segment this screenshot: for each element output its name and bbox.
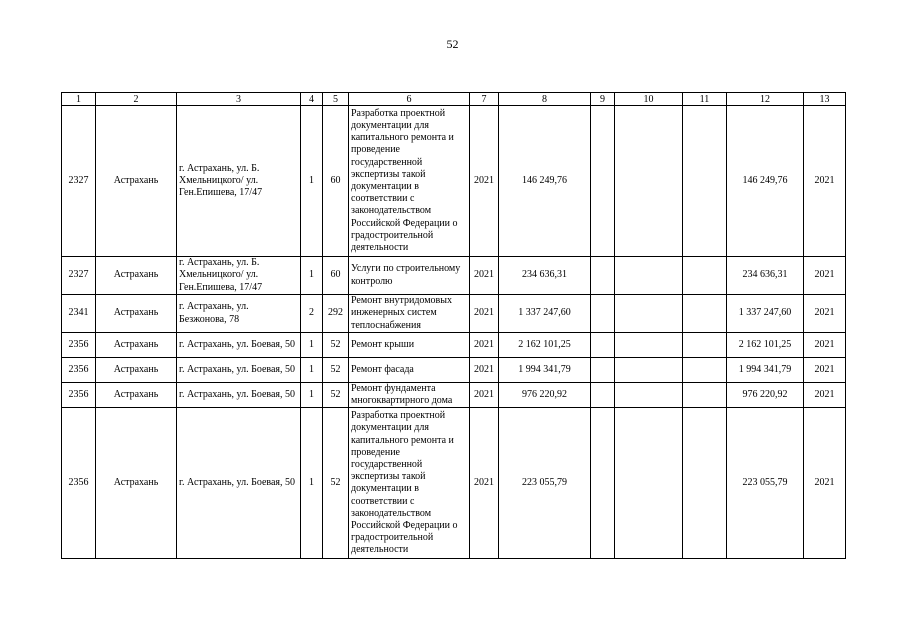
col5-cell: 60: [323, 257, 349, 295]
col5-cell: 52: [323, 333, 349, 358]
address-cell: г. Астрахань, ул. Боевая, 50: [177, 408, 301, 559]
cost-cell: 2 162 101,25: [499, 333, 591, 358]
work-type-cell: Разработка проектной документации для капитального ремонта и проведение государственной экспертизы такой документации в соответствии с законодательством Российской Федерации о градостроительной деятельности: [349, 106, 470, 257]
work-type-cell: Ремонт крыши: [349, 333, 470, 358]
column-header: 1: [62, 93, 96, 106]
column-header: 11: [683, 93, 727, 106]
address-cell: г. Астрахань, ул. Б. Хмельницкого/ ул. Ген.Епишева, 17/47: [177, 257, 301, 295]
col9-cell: [591, 408, 615, 559]
col11-cell: [683, 408, 727, 559]
col5-cell: 292: [323, 295, 349, 333]
col4-cell: 1: [301, 408, 323, 559]
house-id-cell: 2356: [62, 333, 96, 358]
total-cell: 1 337 247,60: [727, 295, 804, 333]
address-cell: г. Астрахань, ул. Боевая, 50: [177, 358, 301, 383]
table-row: [62, 295, 846, 333]
year-cell: 2021: [470, 333, 499, 358]
work-type-cell: Ремонт фасада: [349, 358, 470, 383]
column-header: 5: [323, 93, 349, 106]
column-header: 3: [177, 93, 301, 106]
column-header: 4: [301, 93, 323, 106]
work-type-cell: Разработка проектной документации для капитального ремонта и проведение государственной экспертизы такой документации в соответствии с законодательством Российской Федерации о градостроительной деятельности: [349, 408, 470, 559]
table-row: [62, 408, 846, 559]
col4-cell: 2: [301, 295, 323, 333]
cost-cell: 1 337 247,60: [499, 295, 591, 333]
year-cell: 2021: [470, 408, 499, 559]
year-end-cell: 2021: [804, 408, 846, 559]
total-cell: 1 994 341,79: [727, 358, 804, 383]
column-header: 8: [499, 93, 591, 106]
address-cell: г. Астрахань, ул. Б. Хмельницкого/ ул. Ген.Епишева, 17/47: [177, 106, 301, 257]
municipality-cell: Астрахань: [96, 408, 177, 559]
column-header: 7: [470, 93, 499, 106]
column-header: 6: [349, 93, 470, 106]
table-row: [62, 257, 846, 295]
total-cell: 2 162 101,25: [727, 333, 804, 358]
col9-cell: [591, 295, 615, 333]
col4-cell: 1: [301, 106, 323, 257]
cost-cell: 146 249,76: [499, 106, 591, 257]
col11-cell: [683, 333, 727, 358]
total-cell: 234 636,31: [727, 257, 804, 295]
house-id-cell: 2327: [62, 257, 96, 295]
column-header: 13: [804, 93, 846, 106]
col4-cell: 1: [301, 383, 323, 408]
col4-cell: 1: [301, 358, 323, 383]
house-id-cell: 2327: [62, 106, 96, 257]
year-cell: 2021: [470, 295, 499, 333]
col10-cell: [615, 295, 683, 333]
col9-cell: [591, 257, 615, 295]
municipality-cell: Астрахань: [96, 383, 177, 408]
page-number: 52: [446, 37, 459, 51]
table-row: [62, 333, 846, 358]
year-cell: 2021: [470, 383, 499, 408]
year-end-cell: 2021: [804, 295, 846, 333]
cost-cell: 223 055,79: [499, 408, 591, 559]
address-cell: г. Астрахань, ул. Боевая, 50: [177, 383, 301, 408]
total-cell: 146 249,76: [727, 106, 804, 257]
house-id-cell: 2356: [62, 358, 96, 383]
house-id-cell: 2341: [62, 295, 96, 333]
col10-cell: [615, 257, 683, 295]
col5-cell: 52: [323, 408, 349, 559]
municipality-cell: Астрахань: [96, 257, 177, 295]
column-header: 2: [96, 93, 177, 106]
col5-cell: 60: [323, 106, 349, 257]
table-row: [62, 106, 846, 257]
col10-cell: [615, 106, 683, 257]
col10-cell: [615, 358, 683, 383]
column-header: 12: [727, 93, 804, 106]
col4-cell: 1: [301, 333, 323, 358]
address-cell: г. Астрахань, ул. Боевая, 50: [177, 333, 301, 358]
col11-cell: [683, 257, 727, 295]
table-row: [62, 383, 846, 408]
total-cell: 223 055,79: [727, 408, 804, 559]
house-id-cell: 2356: [62, 408, 96, 559]
municipality-cell: Астрахань: [96, 295, 177, 333]
col11-cell: [683, 358, 727, 383]
year-cell: 2021: [470, 358, 499, 383]
year-end-cell: 2021: [804, 257, 846, 295]
col9-cell: [591, 358, 615, 383]
col11-cell: [683, 106, 727, 257]
col4-cell: 1: [301, 257, 323, 295]
work-type-cell: Ремонт фундамента многоквартирного дома: [349, 383, 470, 408]
address-cell: г. Астрахань, ул. Безжонова, 78: [177, 295, 301, 333]
year-end-cell: 2021: [804, 333, 846, 358]
col5-cell: 52: [323, 358, 349, 383]
repair-schedule-table: [61, 92, 846, 559]
cost-cell: 234 636,31: [499, 257, 591, 295]
column-header: 9: [591, 93, 615, 106]
col11-cell: [683, 295, 727, 333]
col10-cell: [615, 408, 683, 559]
cost-cell: 976 220,92: [499, 383, 591, 408]
municipality-cell: Астрахань: [96, 106, 177, 257]
col9-cell: [591, 333, 615, 358]
column-header: 10: [615, 93, 683, 106]
col10-cell: [615, 333, 683, 358]
col5-cell: 52: [323, 383, 349, 408]
col10-cell: [615, 383, 683, 408]
year-end-cell: 2021: [804, 383, 846, 408]
col9-cell: [591, 383, 615, 408]
col9-cell: [591, 106, 615, 257]
year-cell: 2021: [470, 257, 499, 295]
work-type-cell: Услуги по строительному контролю: [349, 257, 470, 295]
year-end-cell: 2021: [804, 358, 846, 383]
year-cell: 2021: [470, 106, 499, 257]
municipality-cell: Астрахань: [96, 358, 177, 383]
col11-cell: [683, 383, 727, 408]
work-type-cell: Ремонт внутридомовых инженерных систем теплоснабжения: [349, 295, 470, 333]
total-cell: 976 220,92: [727, 383, 804, 408]
table-row: [62, 358, 846, 383]
year-end-cell: 2021: [804, 106, 846, 257]
house-id-cell: 2356: [62, 383, 96, 408]
municipality-cell: Астрахань: [96, 333, 177, 358]
header-row: [62, 93, 846, 106]
cost-cell: 1 994 341,79: [499, 358, 591, 383]
